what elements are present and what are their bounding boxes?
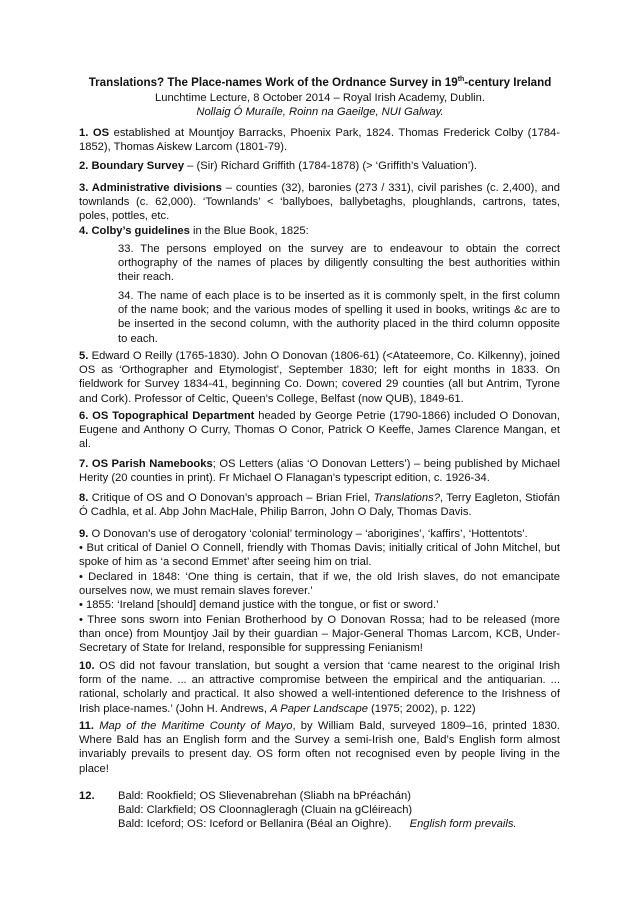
- section-11: [79, 719, 560, 776]
- section-1: [79, 126, 560, 154]
- section-7-lead: 7. OS Parish Namebooks: [79, 458, 213, 470]
- section-4-lead: 4. Colby’s guidelines: [79, 225, 190, 237]
- section-5-lead: 5.: [79, 350, 89, 362]
- section-2: [79, 159, 560, 173]
- section-4-text: in the Blue Book, 1825:: [189, 225, 309, 237]
- section-3: [79, 181, 560, 224]
- section-7-text: ; OS Letters (alias ‘O Donovan Letters’) – being published by Michael Herity (20 counties in print). Fr Michael O Flanagan’s typescript edition, c. 1926-34.: [79, 458, 561, 485]
- quote-34: 34. The name of each place is to be inserted as it is commonly spelt, in the first column of the name book; and the various modes of spelling it used in books, writings &c are to be inserted in the second column, with the authority placed in the third column opposite to each.: [118, 290, 560, 345]
- author-byline: Nollaig Ó Muraíle, Roinn na Gaeilge, NUI Galway.: [196, 106, 444, 118]
- section-10-text-b: (1975; 2002), p. 122): [367, 702, 476, 715]
- section-12-lead: 12.: [79, 790, 95, 802]
- title-text-end: -century Ireland: [464, 76, 552, 89]
- section-11-italic: Map of the Maritime County of Mayo: [93, 720, 293, 732]
- section-12-line-3: [118, 817, 560, 831]
- section-4: [79, 224, 560, 238]
- section-10-lead: 10.: [79, 660, 95, 672]
- section-3-lead: 3. Administrative divisions: [79, 182, 222, 194]
- document-subtitle: Lunchtime Lecture, 8 October 2014 – Royal Irish Academy, Dublin.: [155, 92, 485, 104]
- section-2-text: – (Sir) Richard Griffith (1784-1878) (> ‘Griffith’s Valuation’).: [184, 160, 478, 172]
- section-10: [79, 659, 560, 716]
- title-text: Translations? The Place-names Work of the Ordnance Survey in 19: [88, 76, 458, 89]
- section-9-bullet-1: • But critical of Daniel O Connell, friendly with Thomas Davis; initially critical of John Mitchel, but spoke of him as ‘a second Emmet’ after seeing him on trial.: [79, 542, 560, 569]
- section-8-text-b: , Terry Eagleton, Stiofán Ó Cadhla, et al. Abp John MacHale, Philip Barron, John O Daly, Thomas Davis.: [79, 492, 560, 519]
- section-12-line-2: Bald: Clarkfield; OS Cloonnagleragh (Cluain na gCléireach): [118, 804, 413, 817]
- title-superscript: th: [457, 76, 465, 84]
- section-8-lead: 8.: [79, 492, 89, 504]
- section-1-lead: 1. OS: [79, 127, 110, 139]
- section-9-bullet-2: • Declared in 1848: ‘One thing is certain, that if we, the old Irish slaves, do not emancipate ourselves now, we must remain slaves forever.’: [79, 571, 560, 598]
- section-6-text: headed by George Petrie (1790-1866) included O Donovan, Eugene and Anthony O Curry, Thomas O Conor, Patrick O Keeffe, James Clarence Mangan, et al.: [79, 410, 560, 451]
- section-12-list: [118, 789, 560, 832]
- section-12-line-1: Bald: Rookfield; OS Slievenabrehan (Sliabh na bPréachán): [118, 790, 411, 802]
- section-7: [79, 457, 560, 485]
- document-title: [80, 76, 560, 90]
- section-8-italic: Translations?: [373, 492, 440, 504]
- section-9-bullet-3: • 1855: ‘Ireland [should] demand justice with the tongue, or fist or sword.’: [79, 599, 439, 611]
- section-10-text-a: OS did not favour translation, but sought a version that ‘came nearest to the original Irish form of the name. ... an attractive compromise between the empirical and the antiquarian. ... rational, scholarly and practical. It also showed a well-intentioned deference to the Irishness of Irish place-names.’ (John H. Andrews,: [79, 660, 560, 715]
- section-11-lead: 11.: [79, 720, 94, 732]
- section-8-text-a: Critique of OS and O Donovan’s approach – Brian Friel,: [88, 492, 374, 504]
- section-9: [79, 527, 560, 541]
- section-6-lead: 6. OS Topographical Department: [79, 410, 255, 422]
- section-2-lead: 2. Boundary Survey: [79, 160, 185, 172]
- section-5: [79, 349, 560, 406]
- section-9-text: O Donovan’s use of derogatory ‘colonial’ terminology – ‘aborigines’, ‘kaffirs’, ‘Hottentots’.: [88, 528, 528, 540]
- quote-33: 33. The persons employed on the survey are to endeavour to obtain the correct orthography of the names of places by diligently consulting the best authorities within their reach.: [118, 243, 560, 284]
- section-12-line-3-text: Bald: Iceford; OS: Iceford or Bellanira (Béal an Oighre).: [118, 818, 392, 831]
- section-9-lead: 9.: [79, 528, 89, 540]
- section-8: [79, 491, 560, 519]
- section-3-text: – counties (32), baronies (273 / 331), civil parishes (c. 2,400), and townlands (c. 62,000). ‘Townlands’ < ‘ballyboes, ballybetaghs, ploughlands, cartrons, tates, poles, pottles, etc.: [79, 182, 560, 223]
- section-12-line-3-italic: English form prevails.: [409, 818, 517, 831]
- section-5-text: Edward O Reilly (1765-1830). John O Donovan (1806-61) (<Atateemore, Co. Kilkenny), joined OS as ‘Orthographer and Etymologist’, September 1830; left for eight months in 1833. On fieldwork for Survey 1834-41, beginning Co. Down; covered 29 counties (all but Antrim, Tyrone and Cork). Professor of Celtic, Queen’s College, Belfast (now QUB), 1849-61.: [79, 350, 560, 405]
- section-6: [79, 409, 560, 452]
- section-10-italic: A Paper Landscape: [270, 702, 368, 715]
- section-11-text: , by William Bald, surveyed 1809–16, printed 1830. Where Bald has an English form and the Survey a semi-Irish one, Bald’s English form almost invariably prevails to present day. OS form often not recognised even by people living in the place!: [79, 720, 560, 775]
- section-9-bullet-4: • Three sons sworn into Fenian Brotherhood by O Donovan Rossa; had to be released (more than once) from Mountjoy Jail by their guardian – Major-General Thomas Larcom, KCB, Under-Secretary of State for Ireland, responsible for suppressing Fenianism!: [79, 614, 560, 655]
- section-1-text: established at Mountjoy Barracks, Phoenix Park, 1824. Thomas Frederick Colby (1784-1852), Thomas Aiskew Larcom (1801-79).: [79, 127, 560, 154]
